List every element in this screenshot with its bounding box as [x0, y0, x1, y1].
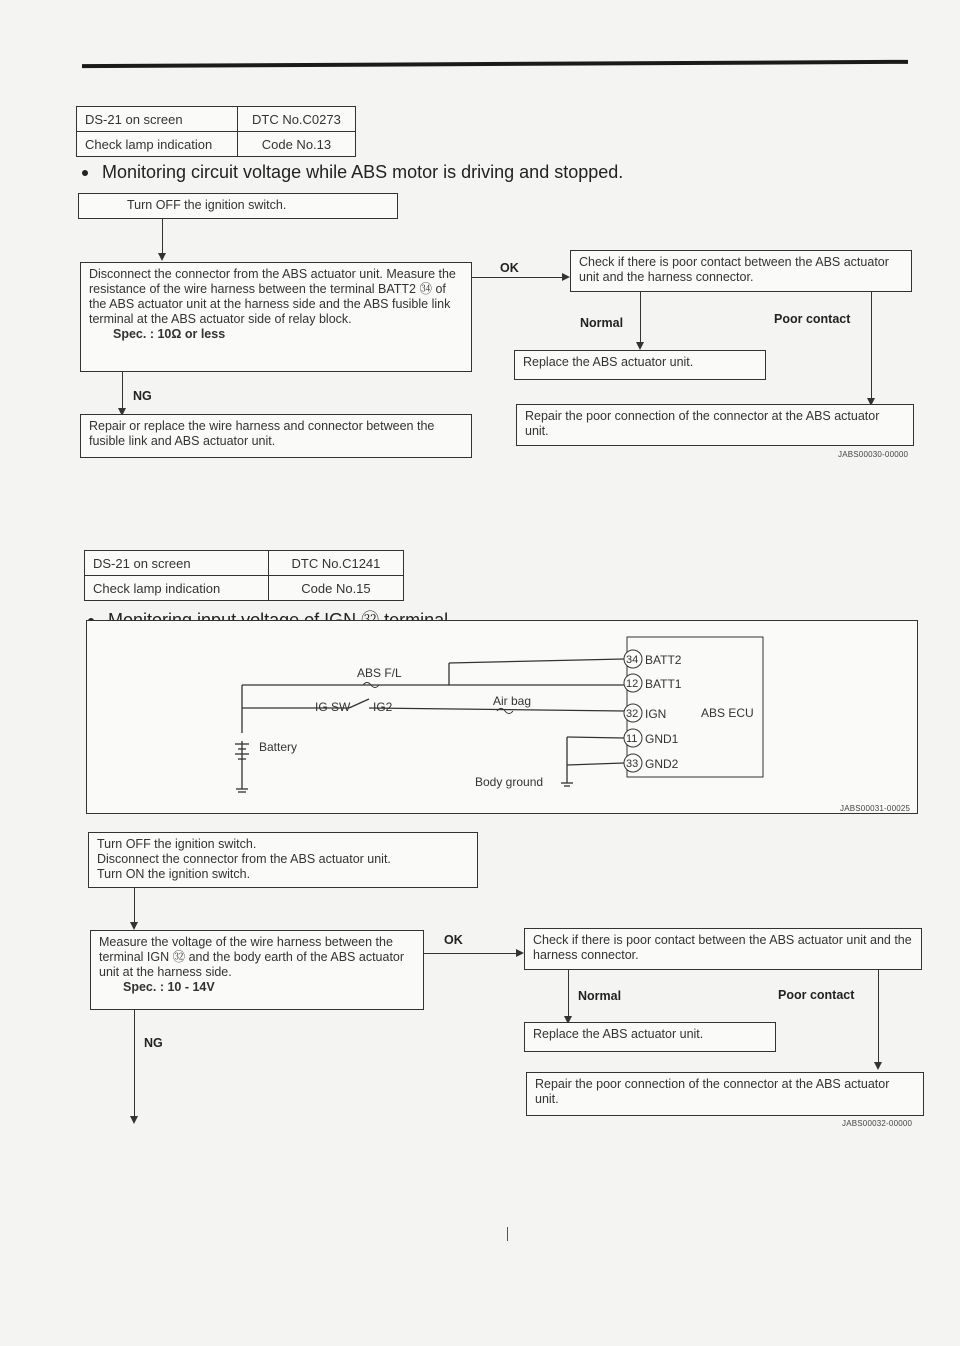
s2-step-line3: Turn ON the ignition switch.	[97, 867, 251, 881]
s2-ref: JABS00032-00000	[842, 1119, 913, 1128]
header-rule	[82, 60, 908, 68]
s1-spec: Spec. : 10Ω or less	[113, 327, 226, 341]
s1-ok-label: OK	[500, 261, 519, 275]
airbag-label: Air bag	[493, 694, 532, 708]
pin-batt2	[624, 650, 682, 668]
svg-text:BATT1: BATT1	[645, 677, 682, 691]
s2-spec: Spec. : 10 - 14V	[123, 980, 215, 994]
wiring-diagram	[86, 620, 918, 814]
check-lamp-label: Check lamp indication	[77, 132, 238, 157]
svg-text:33: 33	[626, 758, 639, 770]
s2-step-measure-voltage	[90, 930, 424, 1010]
svg-text:34: 34	[626, 654, 639, 666]
s2-poor-label: Poor contact	[778, 988, 855, 1002]
svg-text:11: 11	[626, 733, 638, 745]
svg-text:GND1: GND1	[645, 732, 679, 746]
s1-poor-label: Poor contact	[774, 312, 851, 326]
wires	[235, 659, 624, 792]
s1-replace-box: Replace the ABS actuator unit.	[514, 350, 766, 380]
dtc-number-2: DTC No.C1241	[268, 551, 403, 576]
s2-normal-label: Normal	[578, 989, 622, 1003]
s2-step-prep	[88, 832, 478, 888]
ecu-label: ABS ECU	[701, 706, 754, 720]
s1-repair-box: Repair the poor connection of the connector at the ABS actuator unit.	[516, 404, 914, 446]
s1-ng-repair-box: Repair or replace the wire harness and connector between the fusible link and ABS actuator unit.	[80, 414, 472, 458]
check-lamp-label-2: Check lamp indication	[85, 576, 269, 601]
body-ground-label: Body ground	[475, 775, 544, 789]
pin-batt1	[624, 674, 682, 692]
pin-ign	[624, 704, 666, 722]
s2-check-contact-box: Check if there is poor contact between the ABS actuator unit and the harness connector.	[524, 928, 922, 970]
battery-label: Battery	[259, 740, 298, 754]
ds21-label-2: DS-21 on screen	[85, 551, 269, 576]
page-mark	[507, 1227, 508, 1241]
svg-text:GND2: GND2	[645, 757, 679, 771]
pin-gnd2	[624, 754, 679, 772]
section1-bullet: Monitoring circuit voltage while ABS motor is driving and stopped.	[82, 162, 623, 183]
pin-gnd1	[624, 729, 679, 747]
s1-step-measure-resistance	[80, 262, 472, 372]
s2-measure-text: Measure the voltage of the wire harness between the terminal IGN ㉜ and the body earth of the ABS actuator unit at the harness side.	[99, 935, 405, 979]
dtc-table-c1241	[84, 550, 404, 601]
abs-fl-label: ABS F/L	[357, 666, 402, 680]
svg-text:IGN: IGN	[645, 707, 667, 721]
s1-ng-label: NG	[133, 389, 152, 403]
s1-check-contact-box: Check if there is poor contact between the ABS actuator unit and the harness connector.	[570, 250, 912, 292]
svg-text:32: 32	[626, 708, 639, 720]
ig-sw-label: IG SW	[315, 700, 351, 714]
dtc-number: DTC No.C0273	[237, 107, 355, 132]
s1-ref: JABS00030-00000	[838, 450, 909, 459]
code-number-2: Code No.15	[268, 576, 403, 601]
wiring-svg	[87, 621, 917, 813]
s2-step-line1: Turn OFF the ignition switch.	[97, 837, 257, 851]
s2-step-line2: Disconnect the connector from the ABS actuator unit.	[97, 852, 391, 866]
s2-repair-box: Repair the poor connection of the connector at the ABS actuator unit.	[526, 1072, 924, 1116]
svg-text:BATT2: BATT2	[645, 653, 682, 667]
ig2-label: IG2	[373, 700, 393, 714]
s1-step-ignition-off: Turn OFF the ignition switch.	[78, 193, 398, 219]
s2-ok-label: OK	[444, 933, 463, 947]
diagram-ref: JABS00031-00025	[840, 804, 911, 813]
s2-replace-box: Replace the ABS actuator unit.	[524, 1022, 776, 1052]
s2-ng-label: NG	[144, 1036, 163, 1050]
ds21-label: DS-21 on screen	[77, 107, 238, 132]
code-number: Code No.13	[237, 132, 355, 157]
svg-text:12: 12	[626, 678, 639, 690]
s1-normal-label: Normal	[580, 316, 624, 330]
dtc-table-c0273	[76, 106, 356, 157]
s1-measure-text: Disconnect the connector from the ABS actuator unit. Measure the resistance of the wire harness between the terminal BATT2 ㉞ of the ABS actuator unit at the harness side and the ABS fusible link terminal at the ABS actuator side of relay block.	[89, 267, 456, 326]
